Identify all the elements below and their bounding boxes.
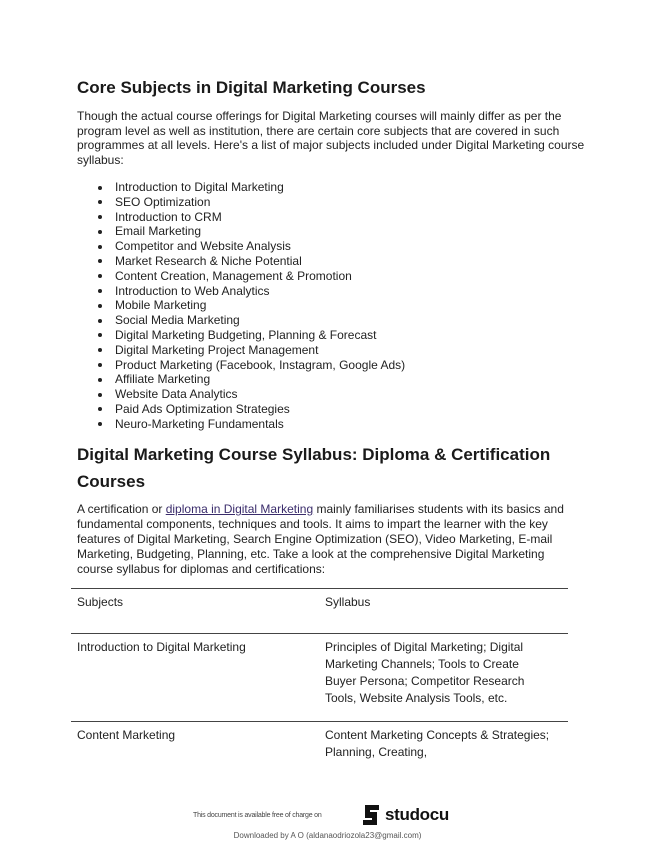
table-divider (71, 721, 568, 722)
list-item: Website Data Analytics (77, 387, 405, 402)
paragraph-text: A certification or (77, 502, 166, 516)
core-subjects-list (77, 180, 405, 432)
list-item: Introduction to Digital Marketing (77, 180, 405, 195)
studocu-logo[interactable] (359, 803, 449, 827)
list-item: Affiliate Marketing (77, 372, 405, 387)
downloaded-by-text: Downloaded by A O (aldanaodriozola23@gmail.com) (233, 831, 422, 840)
syllabus-paragraph (77, 502, 577, 577)
list-item: Mobile Marketing (77, 298, 405, 313)
table-divider (71, 588, 568, 589)
list-item: Market Research & Niche Potential (77, 254, 405, 269)
table-cell-syllabus: Content Marketing Concepts & Strategies; Planning, Creating, (325, 728, 550, 759)
intro-paragraph: Though the actual course offerings for Digital Marketing courses will mainly differ as per the program level as well as institution, there are certain core subjects that are covered in such programmes at all levels. Here's a list of major subjects included under Digital Marketing course syllabus: (77, 109, 585, 167)
list-item: Content Creation, Management & Promotion (77, 269, 405, 284)
list-item: Product Marketing (Facebook, Instagram, Google Ads) (77, 358, 405, 373)
section-heading-core-subjects: Core Subjects in Digital Marketing Courses (77, 78, 426, 97)
section-heading-syllabus: Digital Marketing Course Syllabus: Diploma & Certification Courses (77, 445, 551, 491)
diploma-link[interactable]: diploma in Digital Marketing (165, 502, 314, 516)
list-item: Email Marketing (77, 224, 405, 239)
paragraph-text: mainly familiarises students with its basics and fundamental components, techniques and tools. It aims to impart the learner with the key features of Digital Marketing, Search Engine Optimization (SEO), Video Marketing, E-mail Marketing, Budgeting, Planning, etc. Take a look at the comprehensive Digital Marketing course syllabus for diplomas and certifications: (77, 502, 564, 576)
table-cell-syllabus: Principles of Digital Marketing; Digital Marketing Channels; Tools to Create Buyer Persona; Competitor Research Tools, Website Analysis Tools, etc. (325, 640, 525, 705)
table-divider (71, 633, 568, 634)
list-item: Introduction to Web Analytics (77, 284, 405, 299)
available-free-text: This document is available free of charge on (193, 812, 322, 819)
list-item: Paid Ads Optimization Strategies (77, 402, 405, 417)
list-item: Competitor and Website Analysis (77, 239, 405, 254)
table-header-syllabus: Syllabus (325, 595, 371, 609)
table-header-subjects: Subjects (77, 595, 124, 609)
table-cell-subject: Introduction to Digital Marketing (77, 640, 246, 654)
list-item: Digital Marketing Budgeting, Planning & Forecast (77, 328, 405, 343)
list-item: SEO Optimization (77, 195, 405, 210)
table-cell-subject: Content Marketing (77, 728, 176, 742)
list-item: Neuro-Marketing Fundamentals (77, 417, 405, 432)
studocu-logo-icon (359, 803, 383, 827)
list-item: Social Media Marketing (77, 313, 405, 328)
studocu-logo-text: studocu (385, 805, 450, 824)
list-item: Introduction to CRM (77, 210, 405, 225)
list-item: Digital Marketing Project Management (77, 343, 405, 358)
